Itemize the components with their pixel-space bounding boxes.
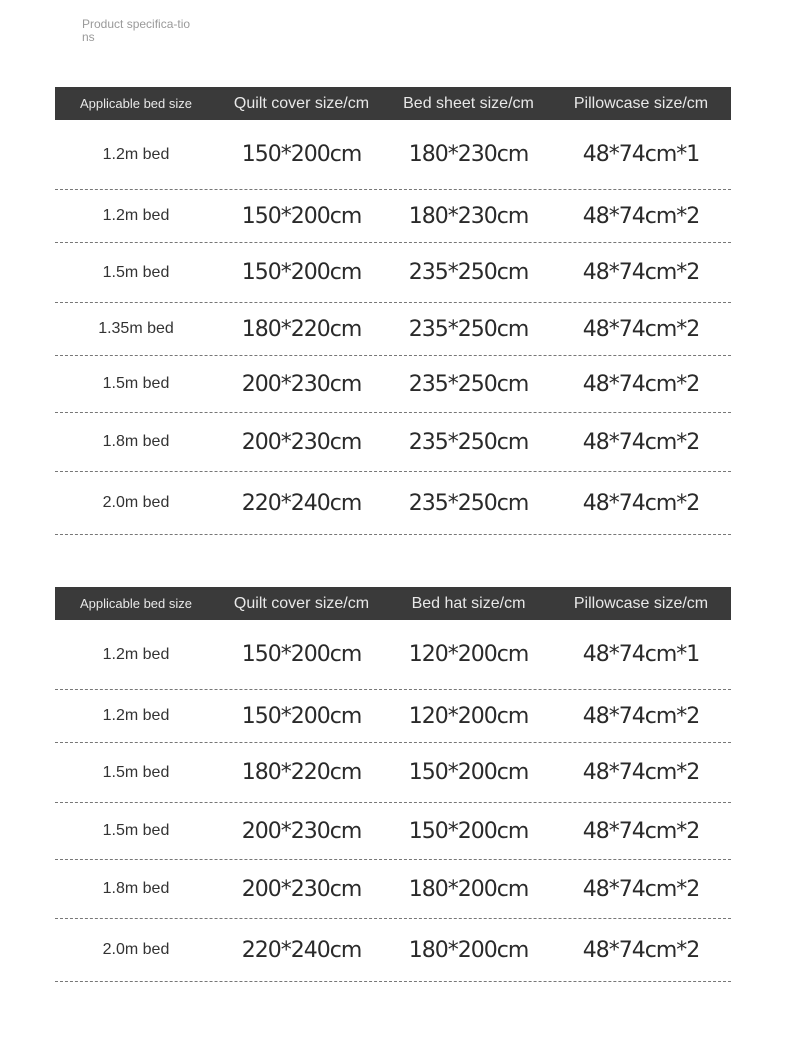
cell-quilt-cover: 200*230cm [241, 818, 362, 844]
table-row [55, 620, 731, 690]
cell-bed-hat: 180*200cm [408, 937, 529, 963]
cell-bed-size: 1.2m bed [102, 207, 170, 224]
cell-pillowcase: 48*74cm*1 [582, 642, 700, 667]
header-quilt-cover: Quilt cover size/cm [233, 94, 370, 112]
header-bed-hat: Bed hat size/cm [411, 594, 526, 612]
cell-quilt-cover: 220*240cm [241, 937, 362, 963]
table-row [55, 919, 731, 982]
table-row [55, 303, 731, 356]
cell-pillowcase: 48*74cm*2 [582, 371, 700, 397]
table-row [55, 860, 731, 919]
header-pillowcase: Pillowcase size/cm [573, 594, 709, 612]
table-row [55, 190, 731, 243]
cell-pillowcase: 48*74cm*2 [582, 316, 700, 342]
cell-bed-hat: 120*200cm [408, 642, 529, 667]
cell-bed-size: 2.0m bed [102, 494, 170, 511]
cell-quilt-cover: 150*200cm [241, 142, 362, 167]
cell-quilt-cover: 150*200cm [241, 203, 362, 229]
table-row [55, 803, 731, 860]
cell-bed-sheet: 235*250cm [408, 490, 529, 516]
table-header [55, 87, 731, 120]
cell-pillowcase: 48*74cm*2 [582, 818, 700, 844]
cell-pillowcase: 48*74cm*2 [582, 260, 700, 285]
cell-quilt-cover: 150*200cm [241, 703, 362, 729]
cell-quilt-cover: 220*240cm [241, 490, 362, 516]
cell-bed-hat: 120*200cm [408, 703, 529, 729]
cell-bed-sheet: 235*250cm [408, 371, 529, 397]
cell-bed-hat: 150*200cm [408, 760, 529, 785]
header-bed-size: Applicable bed size [79, 596, 193, 611]
cell-quilt-cover: 200*230cm [241, 371, 362, 397]
cell-bed-hat: 180*200cm [408, 876, 529, 902]
cell-pillowcase: 48*74cm*2 [582, 490, 700, 516]
cell-quilt-cover: 150*200cm [241, 260, 362, 285]
table-header [55, 587, 731, 620]
cell-bed-size: 1.8m bed [102, 433, 170, 450]
cell-bed-size: 1.2m bed [102, 145, 170, 163]
cell-bed-sheet: 180*230cm [408, 142, 529, 167]
cell-quilt-cover: 200*230cm [241, 429, 362, 455]
header-bed-sheet: Bed sheet size/cm [403, 94, 534, 112]
table-row [55, 356, 731, 413]
header-bed-size: Applicable bed size [79, 96, 193, 111]
cell-pillowcase: 48*74cm*2 [582, 203, 700, 229]
cell-bed-size: 1.8m bed [102, 880, 170, 897]
table-row [55, 243, 731, 303]
table-row [55, 472, 731, 535]
cell-bed-size: 1.5m bed [102, 763, 170, 781]
cell-bed-size: 1.2m bed [102, 707, 170, 724]
cell-pillowcase: 48*74cm*2 [582, 703, 700, 729]
cell-pillowcase: 48*74cm*2 [582, 937, 700, 963]
cell-quilt-cover: 150*200cm [241, 642, 362, 667]
cell-bed-size: 2.0m bed [102, 941, 170, 958]
cell-pillowcase: 48*74cm*2 [582, 429, 700, 455]
table-row [55, 690, 731, 743]
cell-bed-hat: 150*200cm [408, 818, 529, 844]
table-row [55, 413, 731, 472]
cell-bed-sheet: 235*250cm [408, 429, 529, 455]
header-quilt-cover: Quilt cover size/cm [233, 594, 370, 612]
cell-bed-size: 1.5m bed [102, 375, 170, 392]
cell-bed-size: 1.35m bed [98, 320, 174, 337]
cell-bed-size: 1.5m bed [102, 822, 170, 839]
cell-bed-sheet: 235*250cm [408, 260, 529, 285]
table-row [55, 120, 731, 190]
cell-quilt-cover: 180*220cm [241, 760, 362, 785]
cell-bed-sheet: 235*250cm [408, 316, 529, 342]
page-label: Product specifica-tions [82, 17, 191, 44]
header-pillowcase: Pillowcase size/cm [573, 94, 709, 112]
cell-bed-sheet: 180*230cm [408, 203, 529, 229]
spec-table-sheet-set [55, 87, 731, 535]
cell-pillowcase: 48*74cm*1 [582, 142, 700, 167]
cell-pillowcase: 48*74cm*2 [582, 876, 700, 902]
cell-bed-size: 1.2m bed [102, 645, 170, 663]
cell-pillowcase: 48*74cm*2 [582, 760, 700, 785]
cell-quilt-cover: 180*220cm [241, 316, 362, 342]
cell-quilt-cover: 200*230cm [241, 876, 362, 902]
table-row [55, 743, 731, 803]
spec-table-fitted-set [55, 587, 731, 982]
cell-bed-size: 1.5m bed [102, 263, 170, 281]
